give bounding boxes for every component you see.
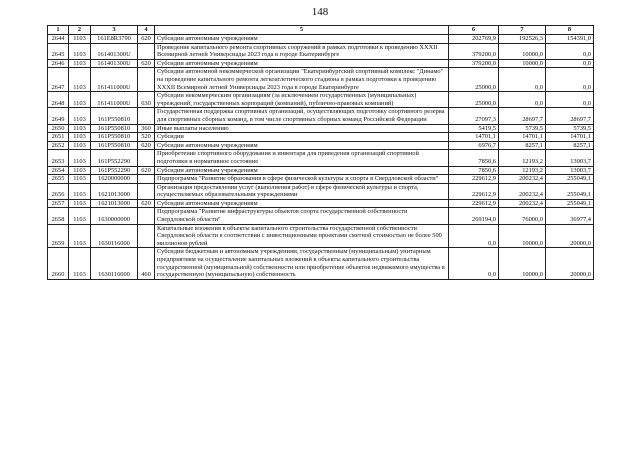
row-number-cell: 2645	[48, 43, 69, 59]
row-number-cell: 2659	[48, 224, 69, 248]
target-article-cell: 161Р552290	[91, 150, 138, 166]
section-code-cell: 1103	[69, 248, 91, 279]
target-article-cell: 161Р550810	[91, 141, 138, 150]
target-article-cell: 161411000U	[91, 68, 138, 92]
amount-year1-cell: 14701,1	[449, 133, 499, 142]
section-code-cell: 1103	[69, 59, 91, 68]
section-code-cell: 1103	[69, 166, 91, 175]
table-row	[48, 199, 594, 208]
expense-type-cell	[138, 208, 155, 224]
expense-type-cell: 620	[138, 166, 155, 175]
section-code-cell: 1103	[69, 43, 91, 59]
section-code-cell: 1103	[69, 150, 91, 166]
target-article-cell: 1630116000	[91, 224, 138, 248]
amount-year3-cell: 20000,0	[546, 248, 594, 279]
row-number-cell: 2653	[48, 150, 69, 166]
item-name-cell: Субсидии бюджетным и автономным учреждениям, государственным (муниципальным) унитарным предприятиям на осуществление капитальных вложений в объекты капитального строительства государственной (муниципальной) собственности или приобретение объектов недвижимого имущества в государственную (муниципальную) собственность	[155, 248, 449, 279]
target-article-cell: 1620000000	[91, 175, 138, 184]
item-name-cell: Государственная поддержка спортивных организаций, осуществляющих подготовку спортивного резерва для спортивных сборных команд, в том числе спортивных сборных команд Российской Федерации	[155, 108, 449, 124]
expense-type-cell	[138, 43, 155, 59]
column-header: 5	[155, 26, 449, 35]
table-row	[48, 133, 594, 142]
expense-type-cell: 620	[138, 35, 155, 44]
item-name-cell: Подпрограмма "Развитие инфраструктуры объектов спорта государственной собственности Свердловской области"	[155, 208, 449, 224]
amount-year1-cell: 229612,9	[449, 183, 499, 199]
amount-year2-cell: 0,0	[499, 68, 546, 92]
amount-year3-cell: 28697,7	[546, 108, 594, 124]
amount-year1-cell: 0,0	[449, 248, 499, 279]
amount-year2-cell: 200232,4	[499, 175, 546, 184]
table-row	[48, 68, 594, 92]
amount-year3-cell: 5739,5	[546, 124, 594, 133]
amount-year3-cell: 20000,0	[546, 224, 594, 248]
amount-year2-cell: 10000,0	[499, 248, 546, 279]
expense-type-cell: 620	[138, 59, 155, 68]
table-row	[48, 166, 594, 175]
amount-year1-cell: 379200,0	[449, 59, 499, 68]
row-number-cell: 2644	[48, 35, 69, 44]
amount-year1-cell: 27097,3	[449, 108, 499, 124]
amount-year2-cell: 200232,4	[499, 199, 546, 208]
section-code-cell: 1103	[69, 175, 91, 184]
section-code-cell: 1103	[69, 108, 91, 124]
row-number-cell: 2648	[48, 92, 69, 108]
amount-year3-cell: 0,0	[546, 43, 594, 59]
expense-type-cell	[138, 183, 155, 199]
row-number-cell: 2646	[48, 59, 69, 68]
amount-year2-cell: 0,0	[499, 92, 546, 108]
item-name-cell: Субсидии	[155, 133, 449, 142]
expense-type-cell	[138, 175, 155, 184]
amount-year2-cell: 8257,1	[499, 141, 546, 150]
amount-year1-cell: 229612,9	[449, 175, 499, 184]
expense-type-cell	[138, 68, 155, 92]
table-row	[48, 35, 594, 44]
amount-year3-cell: 0,0	[546, 68, 594, 92]
row-number-cell: 2647	[48, 68, 69, 92]
amount-year1-cell: 5419,5	[449, 124, 499, 133]
row-number-cell: 2650	[48, 124, 69, 133]
expense-type-cell: 520	[138, 133, 155, 142]
amount-year3-cell: 0,0	[546, 92, 594, 108]
amount-year2-cell: 76000,0	[499, 208, 546, 224]
target-article-cell: 1630000000	[91, 208, 138, 224]
section-code-cell: 1103	[69, 35, 91, 44]
table-row	[48, 224, 594, 248]
table-row	[48, 92, 594, 108]
target-article-cell: 161Р552290	[91, 166, 138, 175]
section-code-cell: 1103	[69, 92, 91, 108]
item-name-cell: Организация предоставления услуг (выполнения работ) в сфере физической культуры и спорта, осуществляемых образовательными учреждениями	[155, 183, 449, 199]
amount-year2-cell: 10000,0	[499, 224, 546, 248]
column-header: 6	[449, 26, 499, 35]
amount-year2-cell: 10000,0	[499, 59, 546, 68]
amount-year1-cell: 6976,7	[449, 141, 499, 150]
column-header: 8	[546, 26, 594, 35]
column-header: 2	[69, 26, 91, 35]
amount-year3-cell: 13003,7	[546, 150, 594, 166]
amount-year1-cell: 379200,0	[449, 43, 499, 59]
section-code-cell: 1103	[69, 224, 91, 248]
section-code-cell: 1103	[69, 183, 91, 199]
expense-type-cell	[138, 150, 155, 166]
row-number-cell: 2654	[48, 166, 69, 175]
table-row	[48, 59, 594, 68]
item-name-cell: Приобретение спортивного оборудования и инвентаря для приведения организаций спортивной подготовки в нормативное состояние	[155, 150, 449, 166]
column-header: 3	[91, 26, 138, 35]
row-number-cell: 2657	[48, 199, 69, 208]
row-number-cell: 2656	[48, 183, 69, 199]
amount-year3-cell: 14701,1	[546, 133, 594, 142]
column-header: 4	[138, 26, 155, 35]
table-row	[48, 43, 594, 59]
table-row	[48, 124, 594, 133]
target-article-cell: 161Е8R3790	[91, 35, 138, 44]
expense-type-cell: 620	[138, 141, 155, 150]
amount-year2-cell: 12193,2	[499, 150, 546, 166]
item-name-cell: Проведение капитального ремонта спортивных сооружений в рамках подготовки к проведению XXXII Всемирной летней Универсиады 2023 года в городе Екатеринбурге	[155, 43, 449, 59]
target-article-cell: 161Р550810	[91, 124, 138, 133]
item-name-cell: Капитальные вложения в объекты капитального строительства государственной собственности Свердловской области в соответствии с инвестиционными проектами сметной стоимостью не более 500 миллионов рублей	[155, 224, 449, 248]
amount-year3-cell: 255049,1	[546, 175, 594, 184]
amount-year1-cell: 269194,0	[449, 208, 499, 224]
target-article-cell: 161411000U	[91, 92, 138, 108]
amount-year2-cell: 192526,3	[499, 35, 546, 44]
item-name-cell: Субсидии автономным учреждениям	[155, 166, 449, 175]
table-row	[48, 175, 594, 184]
item-name-cell: Подпрограмма "Развитие образования в сфере физической культуры и спорта в Свердловской области"	[155, 175, 449, 184]
item-name-cell: Субсидии автономным учреждениям	[155, 141, 449, 150]
amount-year2-cell: 14701,1	[499, 133, 546, 142]
expense-type-cell: 360	[138, 124, 155, 133]
item-name-cell: Субсидии автономным учреждениям	[155, 199, 449, 208]
target-article-cell: 1621013000	[91, 183, 138, 199]
section-code-cell: 1103	[69, 124, 91, 133]
section-code-cell: 1103	[69, 199, 91, 208]
table-row	[48, 141, 594, 150]
amount-year2-cell: 12193,2	[499, 166, 546, 175]
amount-year3-cell: 255049,1	[546, 199, 594, 208]
expense-type-cell: 630	[138, 92, 155, 108]
section-code-cell: 1103	[69, 208, 91, 224]
amount-year2-cell: 10000,0	[499, 43, 546, 59]
amount-year2-cell: 200232,4	[499, 183, 546, 199]
section-code-cell: 1103	[69, 141, 91, 150]
row-number-cell: 2658	[48, 208, 69, 224]
table-row	[48, 108, 594, 124]
table-row	[48, 183, 594, 199]
amount-year3-cell: 154391,0	[546, 35, 594, 44]
target-article-cell: 1630116000	[91, 248, 138, 279]
item-name-cell: Субсидии автономным учреждениям	[155, 59, 449, 68]
row-number-cell: 2655	[48, 175, 69, 184]
amount-year1-cell: 25000,0	[449, 68, 499, 92]
amount-year2-cell: 5739,5	[499, 124, 546, 133]
expense-type-cell: 620	[138, 199, 155, 208]
expense-type-cell: 460	[138, 248, 155, 279]
amount-year3-cell: 0,0	[546, 59, 594, 68]
page-number: 148	[311, 6, 329, 18]
amount-year1-cell: 7850,6	[449, 166, 499, 175]
amount-year3-cell: 36977,4	[546, 208, 594, 224]
amount-year1-cell: 7850,6	[449, 150, 499, 166]
item-name-cell: Субсидии автономной некоммерческой организации "Екатеринбургский спортивный комплекс "Динамо" на проведение капитального ремонта легкоатлетического стадиона в рамках подготовки к проведению XXXII Всемирной летней Универсиады 2023 года в городе Екатеринбурге	[155, 68, 449, 92]
column-header: 1	[48, 26, 69, 35]
amount-year1-cell: 25000,0	[449, 92, 499, 108]
table-row	[48, 150, 594, 166]
row-number-cell: 2649	[48, 108, 69, 124]
row-number-cell: 2651	[48, 133, 69, 142]
row-number-cell: 2660	[48, 248, 69, 279]
target-article-cell: 161Р550810	[91, 108, 138, 124]
amount-year2-cell: 28697,7	[499, 108, 546, 124]
item-name-cell: Субсидии некоммерческим организациям (за исключением государственных (муниципальных) учреждений, государственных корпораций (компаний), публично-правовых компаний)	[155, 92, 449, 108]
table-row	[48, 248, 594, 279]
amount-year3-cell: 255049,1	[546, 183, 594, 199]
budget-table	[47, 25, 594, 280]
column-header: 7	[499, 26, 546, 35]
section-code-cell: 1103	[69, 68, 91, 92]
amount-year1-cell: 229612,9	[449, 199, 499, 208]
target-article-cell: 1621013000	[91, 199, 138, 208]
item-name-cell: Иные выплаты населению	[155, 124, 449, 133]
table-row	[48, 208, 594, 224]
section-code-cell: 1103	[69, 133, 91, 142]
expense-type-cell	[138, 224, 155, 248]
target-article-cell: 161401300U	[91, 59, 138, 68]
amount-year3-cell: 13003,7	[546, 166, 594, 175]
amount-year3-cell: 8257,1	[546, 141, 594, 150]
item-name-cell: Субсидии автономным учреждениям	[155, 35, 449, 44]
amount-year1-cell: 0,0	[449, 224, 499, 248]
target-article-cell: 161401300U	[91, 43, 138, 59]
table-header-row	[48, 26, 594, 35]
row-number-cell: 2652	[48, 141, 69, 150]
amount-year1-cell: 202769,9	[449, 35, 499, 44]
target-article-cell: 161Р550810	[91, 133, 138, 142]
expense-type-cell	[138, 108, 155, 124]
